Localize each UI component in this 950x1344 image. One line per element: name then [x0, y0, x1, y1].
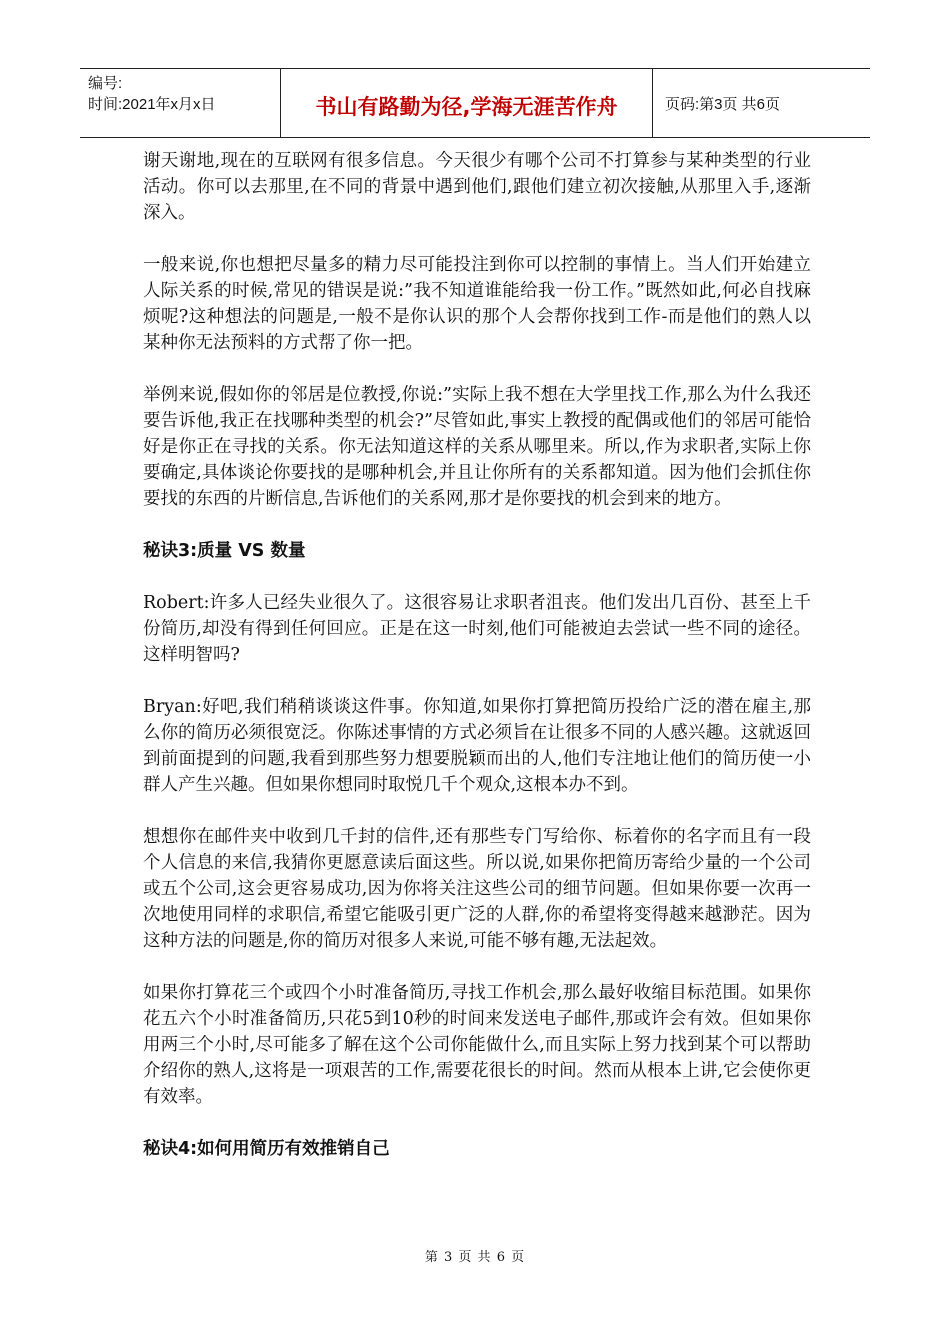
header-meta — [80, 69, 280, 137]
paragraph: 想想你在邮件夹中收到几千封的信件,还有那些专门写给你、标着你的名字而且有一段个人信息的来信,我猜你更愿意读后面这些。所以说,如果你把简历寄给少量的一个公司或五个公司,这会更容易成功,因为你将关注这些公司的细节问题。但如果你要一次再一次地使用同样的求职信,希望它能吸引更广泛的人群,你的希望将变得越来越渺茫。因为这种方法的问题是,你的简历对很多人来说,可能不够有趣,无法起效。 — [143, 827, 811, 951]
paragraph: Robert:许多人已经失业很久了。这很容易让求职者沮丧。他们发出几百份、甚至上千份简历,却没有得到任何回应。正是在这一时刻,他们可能被迫去尝试一些不同的途径。这样明智吗? — [143, 593, 811, 665]
paragraph: Bryan:好吧,我们稍稍谈谈这件事。你知道,如果你打算把简历投给广泛的潜在雇主,那么你的简历必须很宽泛。你陈述事情的方式必须旨在让很多不同的人感兴趣。这就返回到前面提到的问题,我看到那些努力想要脱颖而出的人,他们专注地让他们的简历使一小群人产生兴趣。但如果你想同时取悦几千个观众,这根本办不到。 — [143, 697, 811, 795]
paragraph: 举例来说,假如你的邻居是位教授,你说:”实际上我不想在大学里找工作,那么为什么我还要告诉他,我正在找哪种类型的机会?”尽管如此,事实上教授的配偶或他们的邻居可能恰好是你正在寻找的关系。你无法知道这样的关系从哪里来。所以,作为求职者,实际上你要确定,具体谈论你要找的是哪种机会,并且让你所有的关系都知道。因为他们会抓住你要找的东西的片断信息,告诉他们的关系网,那才是你要找的机会到来的地方。 — [143, 385, 811, 509]
document-body — [143, 148, 811, 1188]
section-heading: 秘诀3:质量 VS 数量 — [143, 541, 306, 561]
section-heading: 秘诀4:如何用简历有效推销自己 — [143, 1139, 390, 1159]
page-header — [80, 68, 870, 138]
document-number-label: 编号: — [88, 75, 123, 92]
header-motto: 书山有路勤为径,学海无涯苦作舟 — [280, 69, 653, 137]
document-date-label: 时间:2021年x月x日 — [88, 96, 216, 113]
page-footer: 第 3 页 共 6 页 — [424, 1250, 526, 1265]
paragraph: 一般来说,你也想把尽量多的精力尽可能投注到你可以控制的事情上。当人们开始建立人际关系的时候,常见的错误是说:”我不知道谁能给我一份工作。”既然如此,何必自找麻烦呢?这种想法的问题是,一般不是你认识的那个人会帮你找到工作-而是他们的熟人以某种你无法预料的方式帮了你一把。 — [143, 255, 811, 353]
paragraph: 如果你打算花三个或四个小时准备简历,寻找工作机会,那么最好收缩目标范围。如果你花五六个小时准备简历,只花5到10秒的时间来发送电子邮件,那或许会有效。但如果你用两三个小时,尽可能多了解在这个公司你能做什么,而且实际上努力找到某个可以帮助介绍你的熟人,这将是一项艰苦的工作,需要花很长的时间。然而从根本上讲,它会使你更有效率。 — [143, 983, 811, 1107]
header-page-number: 页码:第3页 共6页 — [665, 95, 781, 113]
paragraph: 谢天谢地,现在的互联网有很多信息。今天很少有哪个公司不打算参与某种类型的行业活动。你可以去那里,在不同的背景中遇到他们,跟他们建立初次接触,从那里入手,逐渐深入。 — [143, 151, 811, 223]
